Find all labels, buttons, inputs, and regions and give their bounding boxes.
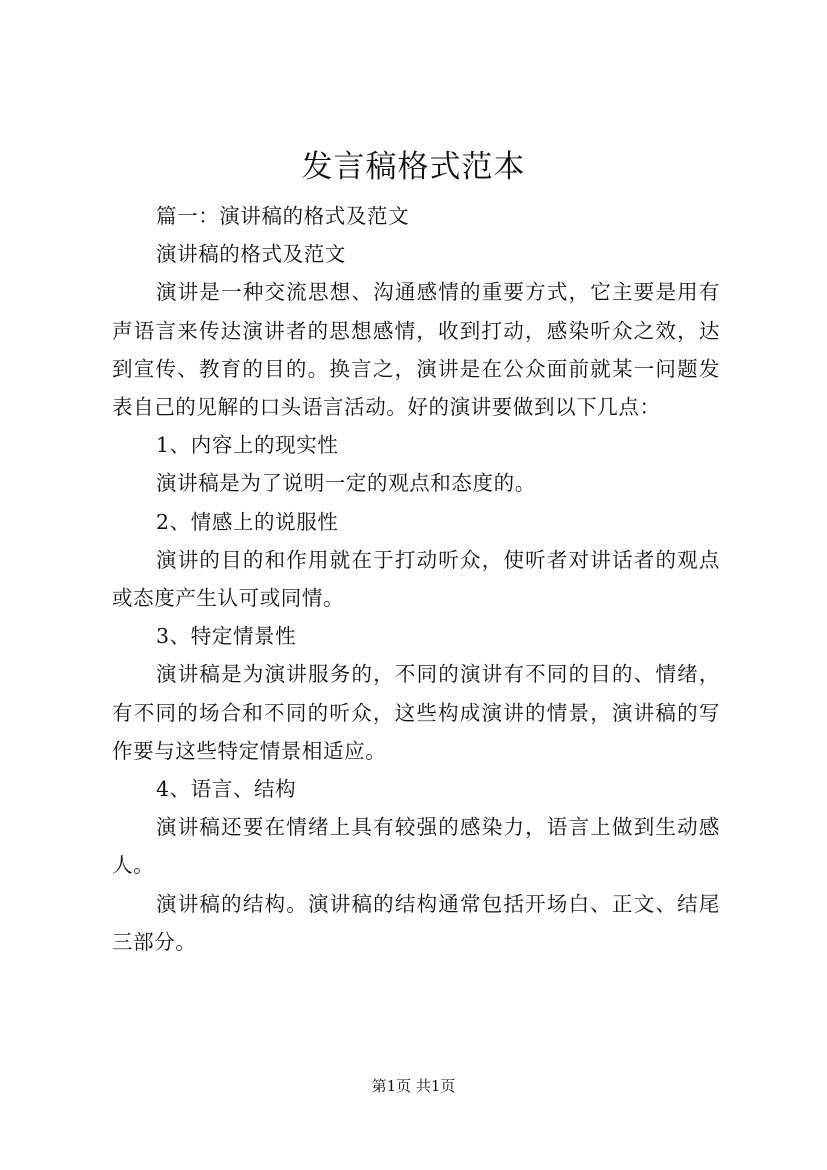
paragraph: 篇一：演讲稿的格式及范文 — [156, 204, 410, 228]
document-title: 发言稿格式范本 — [301, 149, 526, 185]
paragraph: 演讲稿还要在情绪上具有较强的感染力，语言上做到生动感人。 — [112, 815, 720, 878]
paragraph: 演讲稿的格式及范文 — [156, 242, 346, 267]
paragraph: 演讲稿是为了说明一定的观点和态度的。 — [156, 471, 536, 496]
paragraph: 演讲稿的结构。演讲稿的结构通常包括开场白、正文、结尾三部分。 — [112, 891, 720, 954]
paragraph: 演讲稿是为演讲服务的，不同的演讲有不同的目的、情绪，有不同的场合和不同的听众，这些构成演讲的情景，演讲稿的写作要与这些特定情景相适应。 — [112, 662, 720, 763]
document-body — [112, 197, 720, 961]
paragraph: 演讲的目的和作用就在于打动听众，使听者对讲话者的观点或态度产生认可或同情。 — [112, 547, 720, 611]
paragraph: 2、情感上的说服性 — [156, 509, 339, 534]
paragraph: 1、内容上的现实性 — [156, 433, 339, 458]
paragraph: 演讲是一种交流思想、沟通感情的重要方式，它主要是用有声语言来传达演讲者的思想感情，收到打动，感染听众之效，达到宣传、教育的目的。换言之，演讲是在公众面前就某一问题发表自己的见解的口头语言活动。好的演讲要做到以下几点： — [112, 280, 720, 420]
paragraph: 3、特定情景性 — [156, 624, 297, 649]
page-footer: 第1页 共1页 — [371, 1077, 456, 1095]
paragraph: 4、语言、结构 — [156, 777, 297, 802]
